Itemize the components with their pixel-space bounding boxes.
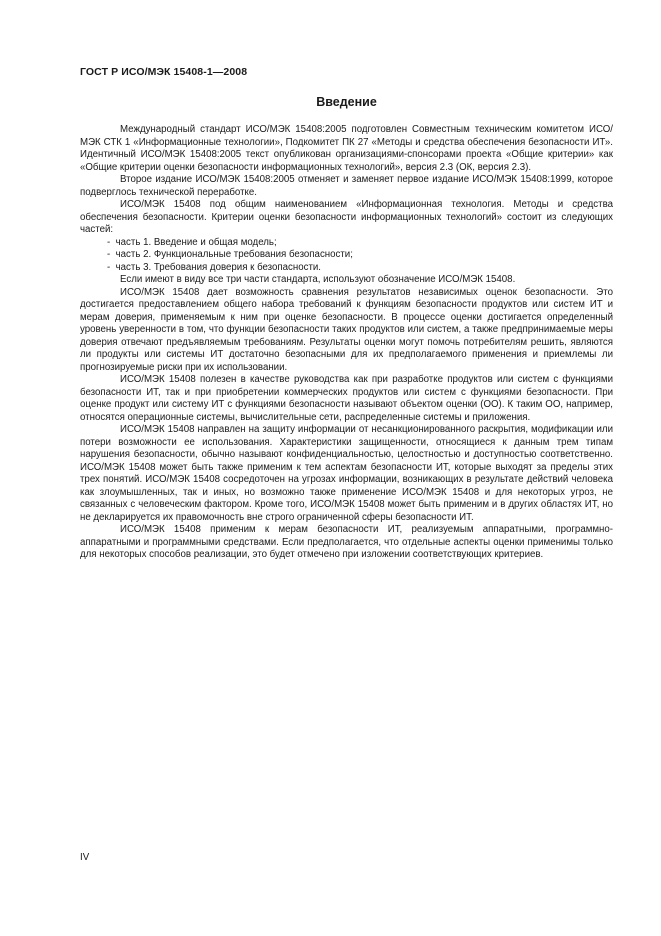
paragraph-second-edition: Второе издание ИСО/МЭК 15408:2005 отменяет и заменяет первое издание ИСО/МЭК 15408:1999, которое подверглось технической переработке. bbox=[80, 174, 613, 198]
paragraph-parts-intro: ИСО/МЭК 15408 под общим наименованием «Информационная технология. Методы и средства обеспечения безопасности. Критерии оценки безопасности информационных технологий» состоит из следующих частей: bbox=[80, 199, 613, 235]
paragraph-applicability: ИСО/МЭК 15408 применим к мерам безопасности ИТ, реализуемым аппаратными, программно-аппаратными и программными средствами. Если предполагается, что отдельные аспекты оценки применимы только для некоторых способов реализации, это будет отмечено при изложении соответствующих критериев. bbox=[80, 524, 613, 560]
paragraph-guidance: ИСО/МЭК 15408 полезен в качестве руководства как при разработке продуктов или систем с функциями безопасности ИТ, так и при приобретении коммерческих продуктов или систем с функциями безопасности. При оценке продукт или систему ИТ с функциями безопасности называют объектом оценки (ОО). К таким ОО, например, относятся операционные системы, вычислительные сети, распределенные системы и приложения. bbox=[80, 374, 613, 423]
document-header: ГОСТ Р ИСО/МЭК 15408-1—2008 bbox=[80, 66, 248, 78]
list-item-part-3: - часть 3. Требования доверия к безопасности. bbox=[80, 262, 613, 275]
paragraph-designation: Если имеют в виду все три части стандарта, используют обозначение ИСО/МЭК 15408. bbox=[120, 274, 516, 285]
document-body bbox=[80, 124, 613, 562]
section-title: Введение bbox=[316, 95, 377, 109]
paragraph-protection: ИСО/МЭК 15408 направлен на защиту информации от несанкционированного раскрытия, модификации или потери возможности ее использования. Характеристики защищенности, относящиеся к данным трем типам нарушения безопасности, обычно называют конфиденциальностью, целостностью и доступностью соответственно. ИСО/МЭК 15408 может быть также применим к тем аспектам безопасности ИТ, которые выходят за пределы этих трех понятий. ИСО/МЭК 15408 сосредоточен на угрозах информации, возникающих в результате действий человека как злоумышленных, так и иных, но возможно также применение ИСО/МЭК 15408 и для некоторых угроз, не связанных с человеческим фактором. Кроме того, ИСО/МЭК 15408 может быть применим и в других областях ИТ, но не декларируется их правомочность вне строго ограниченной сферы безопасности ИТ. bbox=[80, 424, 613, 523]
list-item-part-2: - часть 2. Функциональные требования безопасности; bbox=[80, 249, 613, 262]
paragraph-comparison: ИСО/МЭК 15408 дает возможность сравнения результатов независимых оценок безопасности. Это достигается предоставлением общего набора требований к функциям безопасности продуктов или систем ИТ и мерам доверия, применяемым к ним при оценке безопасности. В процессе оценки достигается определенный уровень уверенности в том, что функции безопасности таких продуктов или систем, а также предпринимаемые меры доверия отвечают предъявляемым требованиям. Результаты оценки могут помочь потребителям решить, являются ли продукты или системы ИТ достаточно безопасными для их предполагаемого применения и приемлемы ли прогнозируемые риски при их использовании. bbox=[80, 286, 613, 373]
paragraph-standard-origin: Международный стандарт ИСО/МЭК 15408:2005 подготовлен Совместным техническим комитетом ИСО/МЭК СТК 1 «Информационные технологии», Подкомитет ПК 27 «Методы и средства обеспечения безопасности ИТ». Идентичный ИСО/МЭК 15408:2005 текст опубликован организациями-спонсорами проекта «Общие критерии» как «Общие критерии оценки безопасности информационных технологий», версия 2.3 (ОК, версия 2.3). bbox=[80, 124, 613, 173]
parts-list bbox=[80, 237, 613, 275]
page-number: IV bbox=[80, 852, 90, 863]
list-item-part-1: - часть 1. Введение и общая модель; bbox=[80, 237, 613, 250]
